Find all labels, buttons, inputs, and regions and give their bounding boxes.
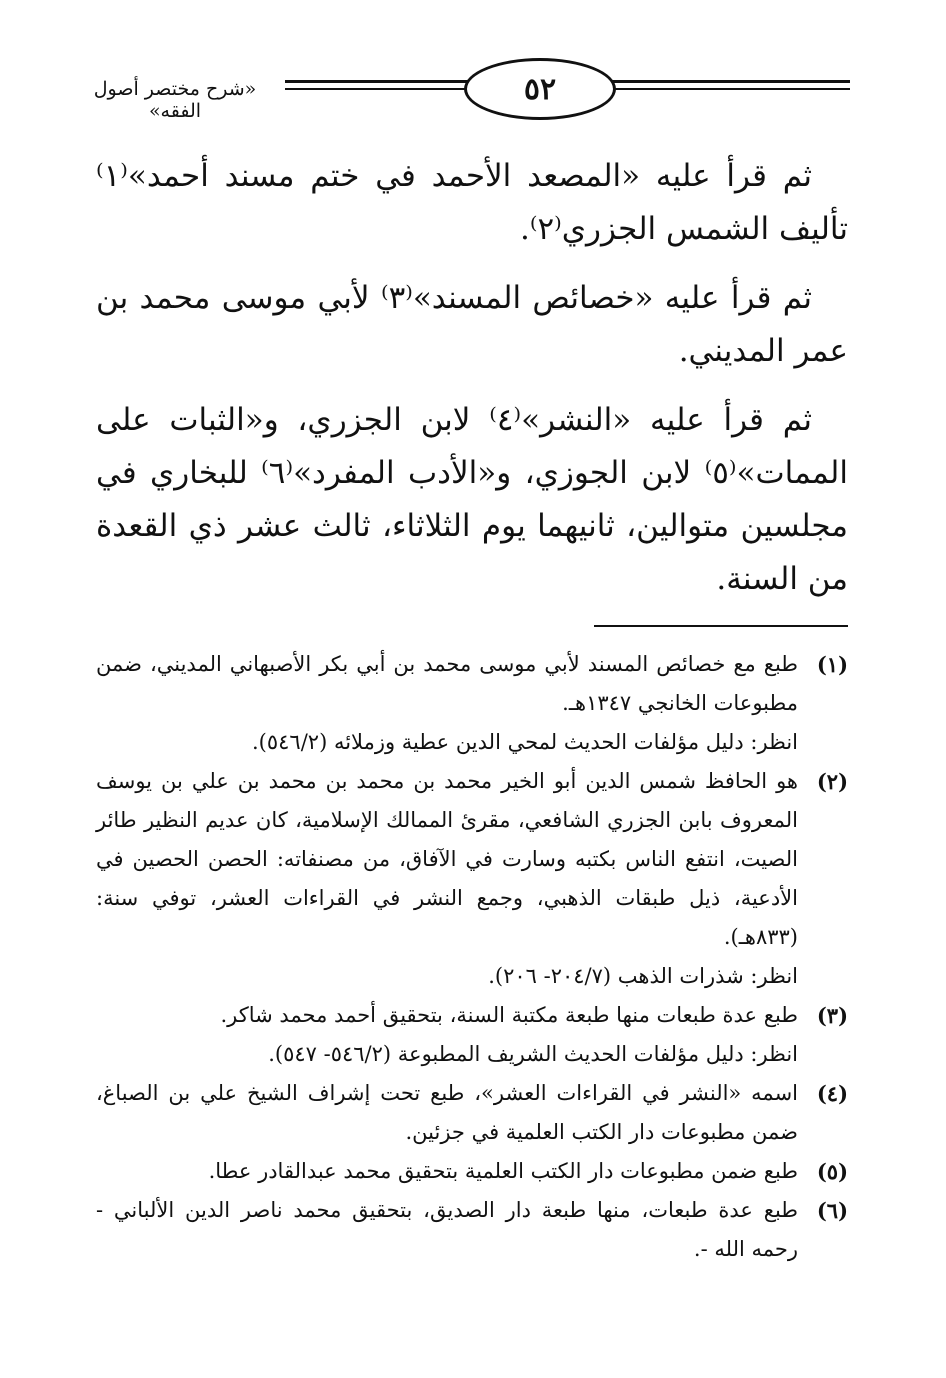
footnote-reference: انظر: شذرات الذهب (٢٠٤/٧- ٢٠٦). [488, 964, 798, 988]
footnote-text: اسمه «النشر في القراءات العشر»، طبع تحت إشراف الشيخ علي بن الصباغ، ضمن مطبوعات دار الكتب العلمية في جزئين. [96, 1081, 798, 1144]
footnote-number: (٥) [816, 1159, 848, 1184]
footnote-5 [96, 1152, 848, 1191]
footnote-6 [96, 1191, 848, 1269]
page-number: ٥٢ [523, 71, 557, 107]
footnote-1 [96, 645, 848, 762]
page-number-oval [464, 58, 616, 120]
paragraph-1: ثم قرأ عليه «المصعد الأحمد في ختم مسند أحمد»⁽١⁾ تأليف الشمس الجزري⁽٢⁾. [96, 158, 848, 247]
footnote-reference: انظر: دليل مؤلفات الحديث الشريف المطبوعة (٥٤٦/٢- ٥٤٧). [268, 1042, 798, 1066]
footnote-number: (٢) [816, 769, 848, 794]
header-rule-right-bottom [605, 88, 850, 90]
footnote-3 [96, 996, 848, 1074]
footnote-text: طبع عدة طبعات، منها طبعة دار الصديق، بتحقيق محمد ناصر الدين الألباني - رحمه الله -. [96, 1198, 798, 1261]
header-rule-left-top [285, 80, 469, 83]
footnote-4 [96, 1074, 848, 1152]
footnote-text: طبع عدة طبعات منها طبعة مكتبة السنة، بتحقيق أحمد محمد شاكر. [220, 1003, 798, 1027]
footnote-separator [594, 625, 848, 627]
footnote-reference: انظر: دليل مؤلفات الحديث لمحي الدين عطية وزملائه (٥٤٦/٢). [252, 730, 798, 754]
running-title: «شرح مختصر أصول الفقه» [93, 78, 257, 122]
footnote-number: (٦) [816, 1198, 848, 1223]
footnote-text: طبع مع خصائص المسند لأبي موسى محمد بن أبي بكر الأصبهاني المديني، ضمن مطبوعات الخانجي ١٣٤٧هـ. [96, 652, 798, 715]
footnotes [96, 645, 848, 1269]
header-rule-left-bottom [285, 88, 469, 90]
header-rule-right-top [605, 80, 850, 83]
footnote-2 [96, 762, 848, 996]
footnote-number: (٣) [816, 1003, 848, 1028]
page-header [70, 58, 850, 122]
paragraph-3: ثم قرأ عليه «النشر»⁽٤⁾ لابن الجزري، و«الثبات على الممات»⁽٥⁾ لابن الجوزي، و«الأدب المفرد»⁽٦⁾ للبخاري في مجلسين متوالين، ثانيهما يوم الثلاثاء، ثالث عشر ذي القعدة من السنة. [96, 402, 848, 597]
footnote-text: طبع ضمن مطبوعات دار الكتب العلمية بتحقيق محمد عبدالقادر عطا. [208, 1159, 798, 1183]
footnote-number: (٤) [816, 1081, 848, 1106]
footnote-number: (١) [816, 652, 848, 677]
footnote-text: هو الحافظ شمس الدين أبو الخير محمد بن محمد بن محمد بن علي بن يوسف المعروف بابن الجزري الشافعي، مقرئ الممالك الإسلامية، كان عديم النظير طائر الصيت، انتفع الناس بكتبه وسارت في الآفاق، من مصنفاته: الحصن الحصين في الأدعية، ذيل طبقات الذهبي، وجمع النشر في القراءات العشر، توفي سنة: (٨٣٣هـ). [96, 769, 798, 949]
paragraph-2: ثم قرأ عليه «خصائص المسند»⁽٣⁾ لأبي موسى محمد بن عمر المديني. [96, 280, 848, 369]
main-text [96, 150, 848, 622]
